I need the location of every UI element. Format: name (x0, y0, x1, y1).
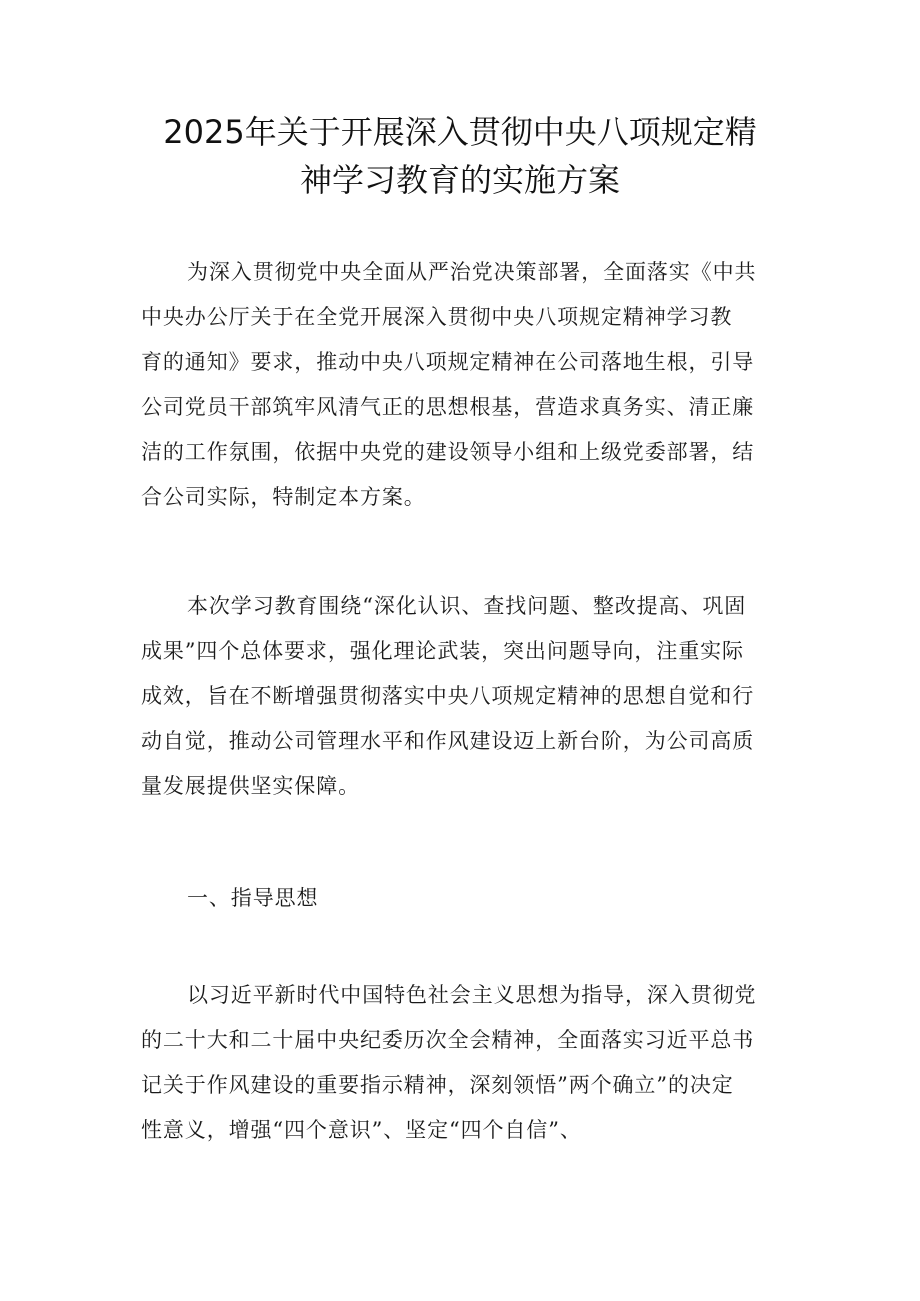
paragraph-line: 洁的工作氛围，依据中央党的建设领导小组和上级党委部署，结 (141, 440, 755, 464)
paragraph-intro (141, 250, 781, 520)
paragraph-line: 成果”四个总体要求，强化理论武装，突出问题导向，注重实际 (141, 639, 744, 663)
paragraph-line: 量发展提供坚实保障。 (141, 774, 360, 798)
title-line: 神学习教育的实施方案 (299, 161, 620, 199)
paragraph-line: 记关于作风建设的重要指示精神，深刻领悟”两个确立”的决定 (141, 1073, 734, 1097)
title-line: 2025年关于开展深入贯彻中央八项规定精 (163, 113, 757, 151)
paragraph-line: 的二十大和二十届中央纪委历次全会精神，全面落实习近平总书 (141, 1028, 755, 1052)
paragraph-overview (141, 584, 781, 809)
paragraph-line: 育的通知》要求，推动中央八项规定精神在公司落地生根，引导 (141, 350, 755, 374)
document-title (120, 108, 800, 204)
paragraph-line: 本次学习教育围绕“深化认识、查找问题、整改提高、巩固 (187, 594, 747, 618)
paragraph-line: 性意义，增强“四个意识”、坚定“四个自信”、 (141, 1118, 582, 1142)
paragraph-line: 合公司实际，特制定本方案。 (141, 485, 426, 509)
section-heading: 一、指导思想 (187, 886, 319, 910)
paragraph-line: 以习近平新时代中国特色社会主义思想为指导，深入贯彻党 (187, 983, 757, 1007)
paragraph-line: 中央办公厅关于在全党开展深入贯彻中央八项规定精神学习教 (141, 305, 733, 329)
paragraph-line: 为深入贯彻党中央全面从严治党决策部署，全面落实《中共 (187, 260, 757, 284)
paragraph-guiding-ideology (141, 973, 781, 1153)
paragraph-line: 公司党员干部筑牢风清气正的思想根基，营造求真务实、清正廉 (141, 395, 755, 419)
paragraph-line: 动自觉，推动公司管理水平和作风建设迈上新台阶，为公司高质 (141, 729, 755, 753)
paragraph-line: 成效，旨在不断增强贯彻落实中央八项规定精神的思想自觉和行 (141, 684, 755, 708)
